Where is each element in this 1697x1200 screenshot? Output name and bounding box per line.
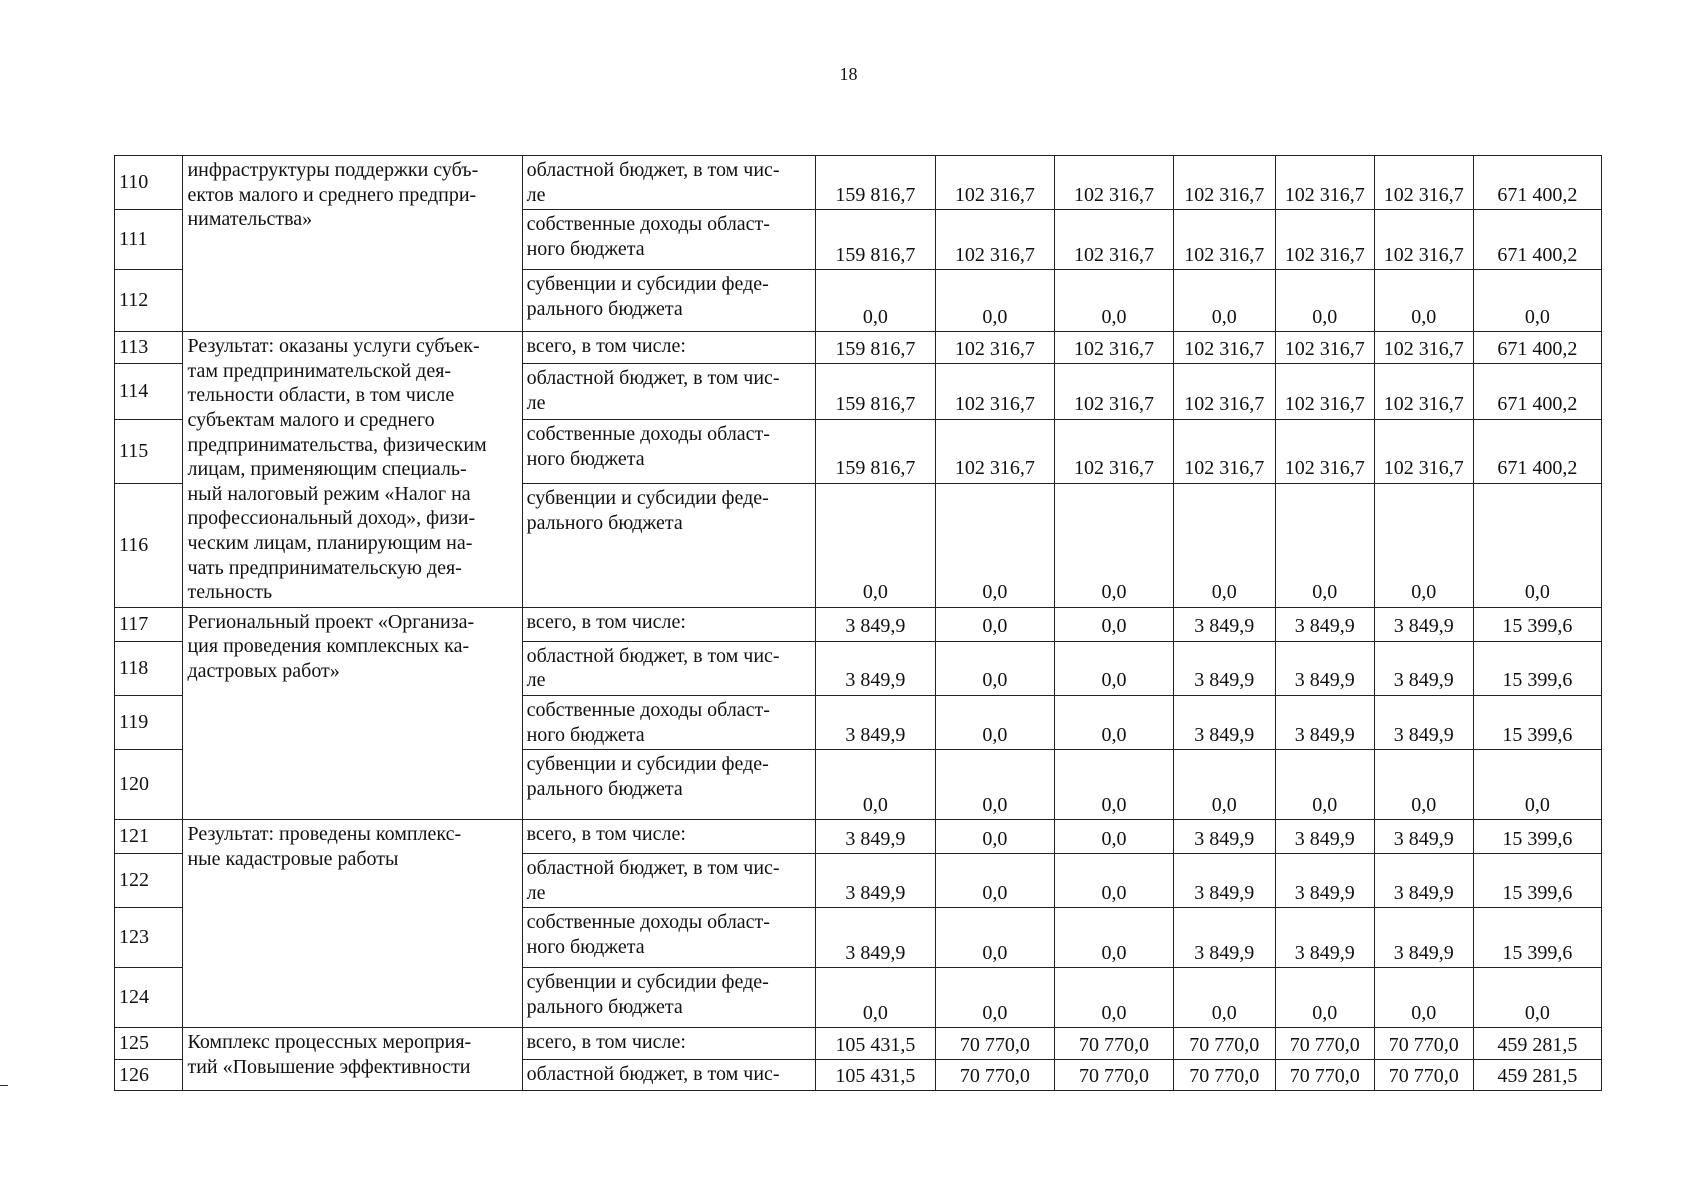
margin-mark (0, 1085, 8, 1086)
year-value: 70 770,0 (1374, 1028, 1473, 1060)
funding-source: собственные доходы област- ного бюджета (522, 695, 815, 749)
year-value: 3 849,9 (1173, 820, 1275, 854)
total-value: 15 399,6 (1473, 854, 1601, 908)
table-row (115, 156, 1602, 210)
table-row (115, 607, 1602, 641)
year-value: 159 816,7 (816, 420, 936, 484)
year-value: 70 770,0 (935, 1028, 1055, 1060)
row-number: 111 (115, 210, 183, 270)
year-value: 102 316,7 (1275, 420, 1374, 484)
year-value: 3 849,9 (1275, 820, 1374, 854)
year-value: 102 316,7 (1275, 210, 1374, 270)
funding-source: всего, в том числе: (522, 332, 815, 364)
year-value: 102 316,7 (1374, 420, 1473, 484)
item-description: инфраструктуры поддержки субъ- ектов малого и среднего предпри- нимательства» (183, 156, 522, 332)
total-value: 15 399,6 (1473, 820, 1601, 854)
year-value: 159 816,7 (816, 332, 936, 364)
total-value: 671 400,2 (1473, 332, 1601, 364)
year-value: 0,0 (1374, 483, 1473, 607)
year-value: 0,0 (1374, 270, 1473, 332)
total-value: 671 400,2 (1473, 420, 1601, 484)
year-value: 70 770,0 (1055, 1060, 1173, 1091)
year-value: 3 849,9 (1275, 908, 1374, 968)
year-value: 102 316,7 (1055, 332, 1173, 364)
year-value: 102 316,7 (1173, 332, 1275, 364)
year-value: 0,0 (1055, 270, 1173, 332)
year-value: 3 849,9 (816, 695, 936, 749)
year-value: 3 849,9 (1275, 641, 1374, 695)
year-value: 102 316,7 (1055, 364, 1173, 420)
year-value: 102 316,7 (1275, 364, 1374, 420)
total-value: 671 400,2 (1473, 210, 1601, 270)
year-value: 102 316,7 (1173, 210, 1275, 270)
year-value: 70 770,0 (1055, 1028, 1173, 1060)
year-value: 0,0 (1055, 820, 1173, 854)
year-value: 70 770,0 (1173, 1028, 1275, 1060)
year-value: 102 316,7 (1055, 420, 1173, 484)
year-value: 0,0 (1055, 908, 1173, 968)
year-value: 0,0 (1173, 483, 1275, 607)
year-value: 0,0 (1173, 750, 1275, 820)
table-row (115, 332, 1602, 364)
year-value: 0,0 (1055, 750, 1173, 820)
row-number: 115 (115, 420, 183, 484)
year-value: 159 816,7 (816, 156, 936, 210)
row-number: 118 (115, 641, 183, 695)
year-value: 3 849,9 (816, 908, 936, 968)
item-description: Региональный проект «Организа- ция проведения комплексных ка- дастровых работ» (183, 607, 522, 819)
year-value: 3 849,9 (1275, 854, 1374, 908)
year-value: 0,0 (816, 483, 936, 607)
total-value: 0,0 (1473, 968, 1601, 1028)
year-value: 102 316,7 (935, 210, 1055, 270)
total-value: 0,0 (1473, 750, 1601, 820)
year-value: 102 316,7 (1374, 364, 1473, 420)
budget-table (114, 155, 1602, 1091)
item-description: Результат: оказаны услуги субъек- там предпринимательской дея- тельности области, в том числе субъектам малого и среднего предпринимательства, физическим лицам, применяющим специаль- ный налоговый режим «Налог на профессиональный доход», физи- ческим лицам, планирующим на- чать предпринимательскую дея- тельность (183, 332, 522, 608)
year-value: 0,0 (935, 270, 1055, 332)
year-value: 102 316,7 (1275, 156, 1374, 210)
year-value: 0,0 (1275, 483, 1374, 607)
row-number: 126 (115, 1060, 183, 1091)
year-value: 0,0 (935, 968, 1055, 1028)
year-value: 102 316,7 (935, 332, 1055, 364)
year-value: 3 849,9 (1173, 641, 1275, 695)
year-value: 3 849,9 (1374, 607, 1473, 641)
year-value: 0,0 (1055, 483, 1173, 607)
year-value: 0,0 (935, 483, 1055, 607)
year-value: 0,0 (1055, 968, 1173, 1028)
year-value: 3 849,9 (1173, 908, 1275, 968)
year-value: 0,0 (935, 820, 1055, 854)
funding-source: всего, в том числе: (522, 1028, 815, 1060)
row-number: 117 (115, 607, 183, 641)
funding-source: собственные доходы област- ного бюджета (522, 210, 815, 270)
year-value: 0,0 (935, 854, 1055, 908)
year-value: 0,0 (1275, 968, 1374, 1028)
year-value: 159 816,7 (816, 210, 936, 270)
row-number: 112 (115, 270, 183, 332)
funding-source: областной бюджет, в том чис- ле (522, 641, 815, 695)
year-value: 3 849,9 (1374, 908, 1473, 968)
total-value: 15 399,6 (1473, 607, 1601, 641)
year-value: 102 316,7 (935, 156, 1055, 210)
year-value: 0,0 (1055, 641, 1173, 695)
funding-source: субвенции и субсидии феде- рального бюджета (522, 270, 815, 332)
year-value: 102 316,7 (1374, 210, 1473, 270)
year-value: 0,0 (1173, 968, 1275, 1028)
funding-source: всего, в том числе: (522, 607, 815, 641)
year-value: 3 849,9 (1173, 607, 1275, 641)
total-value: 671 400,2 (1473, 156, 1601, 210)
row-number: 120 (115, 750, 183, 820)
total-value: 0,0 (1473, 483, 1601, 607)
total-value: 0,0 (1473, 270, 1601, 332)
row-number: 121 (115, 820, 183, 854)
year-value: 3 849,9 (1173, 854, 1275, 908)
funding-source: областной бюджет, в том чис- (522, 1060, 815, 1091)
row-number: 113 (115, 332, 183, 364)
year-value: 70 770,0 (935, 1060, 1055, 1091)
year-value: 102 316,7 (1173, 364, 1275, 420)
year-value: 102 316,7 (1055, 210, 1173, 270)
funding-source: собственные доходы област- ного бюджета (522, 420, 815, 484)
funding-source: собственные доходы област- ного бюджета (522, 908, 815, 968)
budget-table-body (115, 156, 1602, 1091)
year-value: 0,0 (1374, 750, 1473, 820)
year-value: 102 316,7 (935, 420, 1055, 484)
year-value: 0,0 (1055, 695, 1173, 749)
row-number: 125 (115, 1028, 183, 1060)
year-value: 3 849,9 (1374, 820, 1473, 854)
year-value: 102 316,7 (1374, 332, 1473, 364)
year-value: 3 849,9 (816, 820, 936, 854)
funding-source: областной бюджет, в том чис- ле (522, 156, 815, 210)
table-row (115, 1028, 1602, 1060)
year-value: 3 849,9 (816, 641, 936, 695)
item-description: Результат: проведены комплекс- ные кадастровые работы (183, 820, 522, 1028)
row-number: 122 (115, 854, 183, 908)
year-value: 0,0 (935, 750, 1055, 820)
year-value: 102 316,7 (1173, 420, 1275, 484)
year-value: 105 431,5 (816, 1060, 936, 1091)
item-description: Комплекс процессных мероприя- тий «Повышение эффективности (183, 1028, 522, 1091)
year-value: 3 849,9 (1374, 695, 1473, 749)
row-number: 119 (115, 695, 183, 749)
row-number: 123 (115, 908, 183, 968)
year-value: 0,0 (816, 968, 936, 1028)
year-value: 0,0 (816, 270, 936, 332)
year-value: 159 816,7 (816, 364, 936, 420)
year-value: 0,0 (935, 607, 1055, 641)
year-value: 70 770,0 (1275, 1060, 1374, 1091)
total-value: 671 400,2 (1473, 364, 1601, 420)
year-value: 102 316,7 (1055, 156, 1173, 210)
funding-source: всего, в том числе: (522, 820, 815, 854)
year-value: 0,0 (935, 641, 1055, 695)
year-value: 70 770,0 (1275, 1028, 1374, 1060)
year-value: 0,0 (1275, 270, 1374, 332)
funding-source: областной бюджет, в том чис- ле (522, 854, 815, 908)
funding-source: субвенции и субсидии феде- рального бюджета (522, 483, 815, 607)
year-value: 105 431,5 (816, 1028, 936, 1060)
table-row (115, 820, 1602, 854)
year-value: 0,0 (1055, 607, 1173, 641)
year-value: 0,0 (1055, 854, 1173, 908)
total-value: 459 281,5 (1473, 1060, 1601, 1091)
total-value: 459 281,5 (1473, 1028, 1601, 1060)
year-value: 3 849,9 (1374, 854, 1473, 908)
funding-source: областной бюджет, в том чис- ле (522, 364, 815, 420)
year-value: 3 849,9 (1374, 641, 1473, 695)
year-value: 3 849,9 (1275, 695, 1374, 749)
year-value: 0,0 (935, 908, 1055, 968)
year-value: 102 316,7 (1173, 156, 1275, 210)
year-value: 3 849,9 (1173, 695, 1275, 749)
year-value: 0,0 (1374, 968, 1473, 1028)
row-number: 116 (115, 483, 183, 607)
year-value: 0,0 (1275, 750, 1374, 820)
year-value: 102 316,7 (1275, 332, 1374, 364)
funding-source: субвенции и субсидии феде- рального бюджета (522, 968, 815, 1028)
year-value: 3 849,9 (816, 854, 936, 908)
year-value: 70 770,0 (1173, 1060, 1275, 1091)
year-value: 102 316,7 (935, 364, 1055, 420)
page-number: 18 (839, 64, 858, 84)
total-value: 15 399,6 (1473, 695, 1601, 749)
year-value: 70 770,0 (1374, 1060, 1473, 1091)
year-value: 0,0 (935, 695, 1055, 749)
year-value: 0,0 (1173, 270, 1275, 332)
year-value: 0,0 (816, 750, 936, 820)
year-value: 102 316,7 (1374, 156, 1473, 210)
budget-table-container (114, 155, 1602, 1091)
row-number: 124 (115, 968, 183, 1028)
total-value: 15 399,6 (1473, 641, 1601, 695)
year-value: 3 849,9 (1275, 607, 1374, 641)
total-value: 15 399,6 (1473, 908, 1601, 968)
row-number: 114 (115, 364, 183, 420)
year-value: 3 849,9 (816, 607, 936, 641)
funding-source: субвенции и субсидии феде- рального бюджета (522, 750, 815, 820)
row-number: 110 (115, 156, 183, 210)
